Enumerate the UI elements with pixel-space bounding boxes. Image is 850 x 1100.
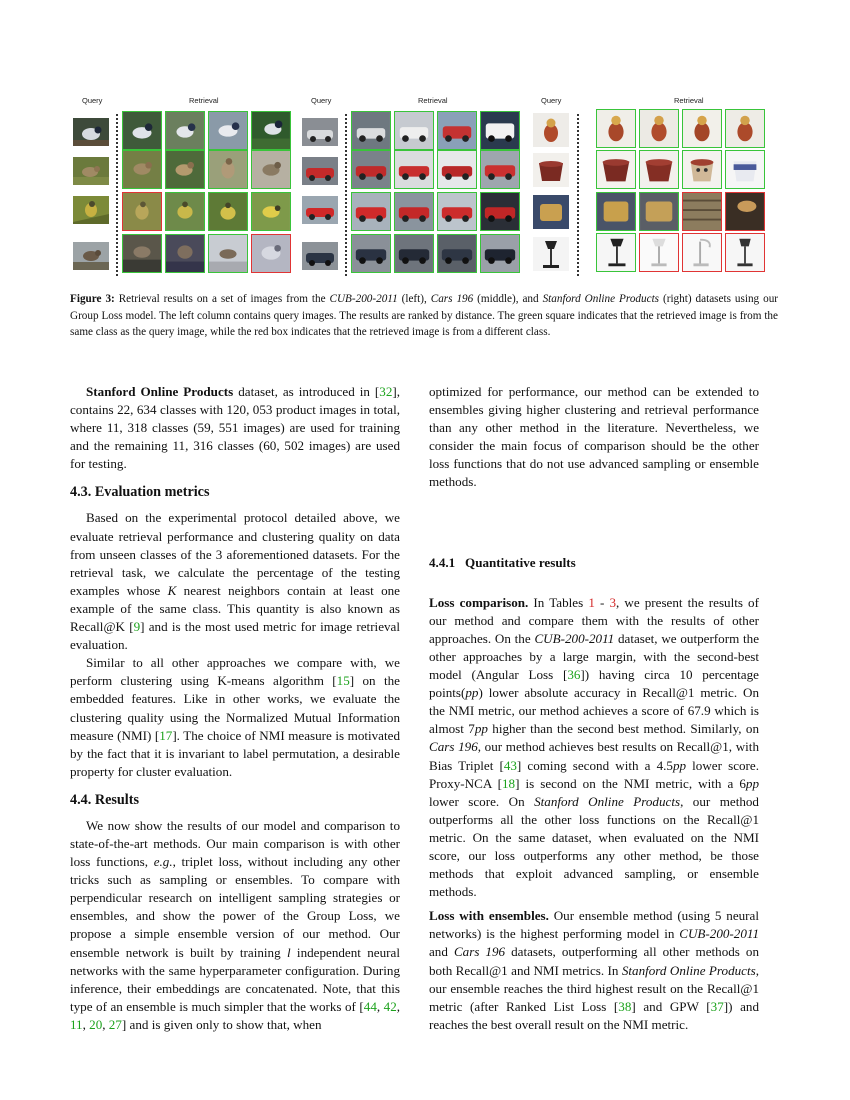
result-image [480,234,520,273]
result-image [480,150,520,189]
result-image [480,111,520,150]
query-image [533,237,569,271]
query-header: Query [541,96,562,105]
query-header: Query [311,96,332,105]
result-image [351,192,391,231]
citation-link[interactable]: 17 [159,727,173,743]
result-image [208,111,248,150]
result-image [351,234,391,273]
figure-panel-cars [299,96,522,278]
result-image [639,233,679,272]
paragraph-loss-with-ensembles: Loss with ensembles. Our ensemble method (using 5 neural networks) is the highest performing model in CUB-200-2011 and Cars 196 datasets, outperforming all other methods on both Recall@1 and NMI metrics. In Stanford Online Products, our ensemble reaches the third highest result on the Recall@1 metric (after Ranked List Loss [38] and GPW [37]) and reaches the best overall result on the NMI metric. [429,908,760,1032]
figure-panel-sop [527,96,776,278]
result-image [480,192,520,231]
citation-link[interactable]: 15 [336,673,350,689]
query-image [73,157,109,185]
query-image [533,113,569,147]
result-image [437,192,477,231]
citation-link[interactable]: 44 [363,998,377,1014]
result-image [394,150,434,189]
result-image [725,233,765,272]
result-image [596,109,636,148]
result-image [208,150,248,189]
result-image [394,111,434,150]
result-image [725,109,765,148]
result-image [682,150,722,189]
result-image [596,233,636,272]
citation-link[interactable]: 36 [567,667,581,683]
paragraph-ensemble-continuation: optimized for performance, our method can be extended to ensembles giving higher clustering and retrieval performance than any other method in the literature. Nevertheless, we consider the main focus of comparison should be the other loss functions that do not use advanced sampling or ensemble methods. [429,384,759,490]
citation-link[interactable]: 9 [133,619,141,635]
result-image [251,150,291,189]
result-image [122,234,162,273]
right-column [429,383,759,1034]
section-heading-results: 4.4. Results [70,791,139,808]
query-header: Query [82,96,103,105]
result-image [596,192,636,231]
retrieval-header: Retrieval [674,96,704,105]
result-image [639,150,679,189]
table-ref-link[interactable]: 1 [588,594,595,610]
citation-link[interactable]: 27 [108,1016,122,1032]
result-image [351,150,391,189]
result-image [208,192,248,231]
result-image [682,192,722,231]
query-image [302,242,338,270]
citation-link[interactable]: 11 [70,1016,83,1032]
result-image [725,192,765,231]
result-image [165,150,205,189]
result-image [122,192,162,231]
query-image [73,242,109,270]
figure-label: Figure 3: [70,293,115,305]
query-image [302,157,338,185]
panel-separator [577,114,579,276]
query-image [73,196,109,224]
citation-link[interactable]: 42 [383,998,397,1014]
citation-link[interactable]: 32 [379,384,393,399]
query-image [73,118,109,146]
panel-separator [116,114,118,276]
result-image [165,234,205,273]
result-image [682,233,722,272]
panel-separator [345,114,347,276]
result-image [208,234,248,273]
result-image [122,150,162,189]
retrieval-header: Retrieval [189,96,219,105]
query-image [533,195,569,229]
result-image [437,234,477,273]
result-image [725,150,765,189]
paragraph-eval-1: Based on the experimental protocol detailed above, we evaluate retrieval performance and clustering quality on data from unseen classes of the 3 aforementioned datasets. For the retrieval task, we calculate the percentage of the testing examples whose K nearest neighbors contain at least one example of the same class. This quantity is also known as Recall@K [9] and is the most used metric for image retrieval evaluation. [70,510,401,653]
result-image [394,234,434,273]
result-image [639,192,679,231]
paragraph-sop-dataset: Stanford Online Products dataset, as introduced in [32], contains 22, 634 classes with 120, 053 product images in total, where 11, 318 classes (59, 551 images) are used for training and the remaining 11, 316 classes (60, 502 images) are used for testing. [70,384,400,472]
paragraph-results: We now show the results of our model and comparison to state-of-the-art methods. Our main comparison is with other loss functions, e.g., triplet loss, without including any other tricks such as sampling or ensembles. To compare with perpendicular research on intelligent sampling strategies or ensembles, and show the power of the Group Loss, we propose a simple ensemble version of our method. Our ensemble network is built by training l independent neural networks with the same hyperparameter configuration. During inference, their embeddings are concatenated. Note, that this type of an ensemble is much simpler that the works of [44, 42, 11, 20, 27] and is given only to show that, when [70,817,401,1032]
result-image [122,111,162,150]
figure-3 [70,96,776,278]
citation-link[interactable]: 20 [89,1016,103,1032]
retrieval-header: Retrieval [418,96,448,105]
figure-caption: Figure 3: Retrieval results on a set of images from the CUB-200-2011 (left), Cars 196 (middle), and Stanford Online Products (right) datasets using our Group Loss model. The left column contains query images. The results are ranked by distance. The green square indicates that the retrieved image is from the same class as the query image, while the red box indicates that the retrieved image is from a different class. [70,293,779,339]
paragraph-eval-2: Similar to all other approaches we compare with, we perform clustering using K-means algorithm [15] on the embedded features. Like in other works, we evaluate the clustering quality using the Normalized Mutual Information measure (NMI) [17]. The choice of NMI measure is motivated by the fact that it is invariant to label permutation, a desirable property for cluster evaluation. [70,655,400,779]
query-image [302,118,338,146]
citation-link[interactable]: 37 [710,998,724,1014]
section-heading-evaluation-metrics: 4.3. Evaluation metrics [70,484,210,501]
left-column [70,383,400,1034]
result-image [251,111,291,150]
result-image [437,150,477,189]
figure-panel-cub [70,96,294,278]
citation-link[interactable]: 43 [503,757,517,773]
result-image [351,111,391,150]
result-image [596,150,636,189]
citation-link[interactable]: 18 [501,775,516,791]
result-image [682,109,722,148]
subsection-heading-quantitative-results: 4.4.1 Quantitative results [429,554,576,570]
table-ref-link[interactable]: 3 [609,594,616,610]
query-image [302,196,338,224]
query-image [533,153,569,187]
result-image [251,192,291,231]
citation-link[interactable]: 38 [618,998,632,1014]
result-image [437,111,477,150]
result-image [639,109,679,148]
result-image [251,234,291,273]
result-image [165,192,205,231]
result-image [165,111,205,150]
paragraph-loss-comparison: Loss comparison. In Tables 1 - 3, we present the results of our method and compare them with the results of other approaches. On the CUB-200-2011 dataset, we outperform the other approaches by a large margin, with the second-best model (Angular Loss [36]) having circa 10 percentage points(pp) lower absolute accuracy in Recall@1 metric. On the NMI metric, our method achieves a score of 67.9 which is almost 7pp higher than the second best method. Similarly, on Cars 196, our method achieves best results on Recall@1, with Bias Triplet [43] coming second with a 4.5pp lower score. Proxy-NCA [18] is second on the NMI metric, with a 6pp lower score. On Stanford Online Products, our method outperforms all the other loss functions on the Recall@1 metric. On the same dataset, when evaluated on the NMI score, our loss outperforms any other method, be those methods that exploit advanced sampling, or ensemble methods. [429,594,760,900]
result-image [394,192,434,231]
